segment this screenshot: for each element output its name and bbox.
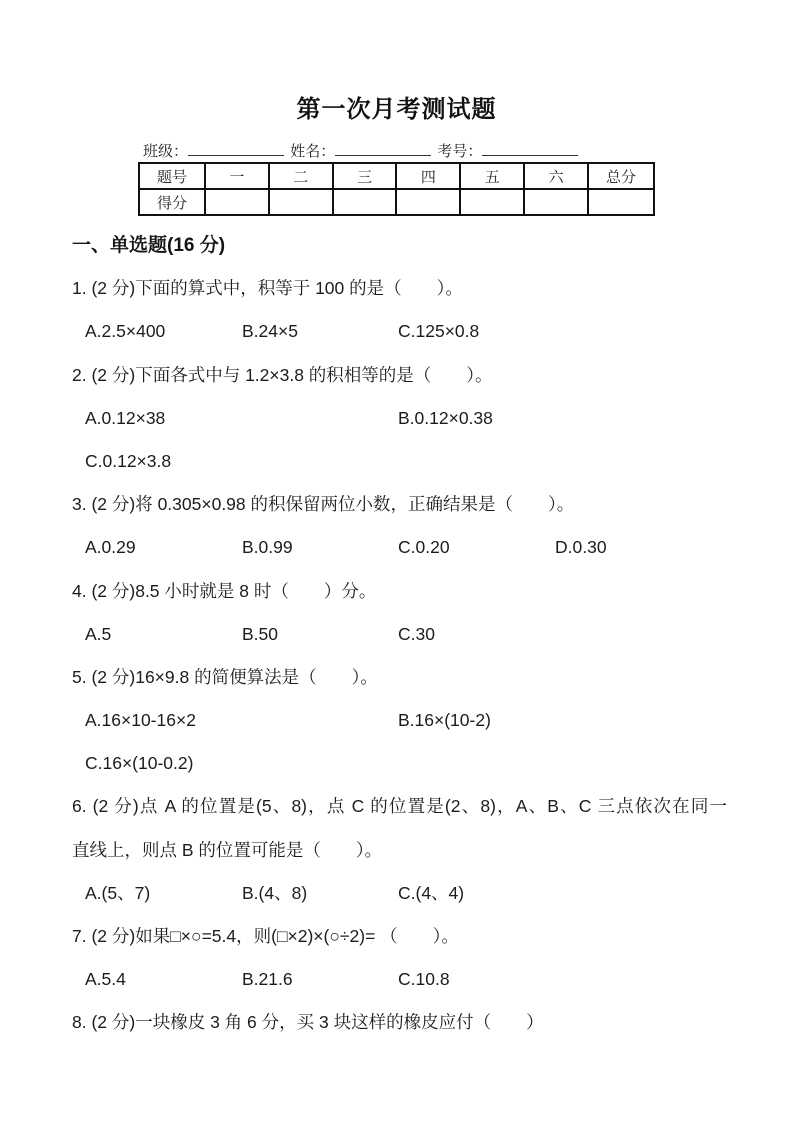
question-5-options-row-1 [72,699,727,742]
question-2-text: 2. (2 分)下面各式中与 1.2×3.8 的积相等的是（ ）。 [72,364,493,385]
question-4-option-b: B.50 [242,623,278,644]
question-3-text: 3. (2 分)将 0.305×0.98 的积保留两位小数，正确结果是（ ）。 [72,494,575,515]
score-table-header-5: 五 [460,163,524,189]
question-1-options [72,310,727,353]
question-4-text: 4. (2 分)8.5 小时就是 8 时（ ）分。 [72,580,377,601]
question-3-option-d: D.0.30 [555,537,607,558]
question-2-option-a: A.0.12×38 [85,407,166,428]
score-cell[interactable] [460,189,524,215]
score-table-header-row [139,163,654,189]
question-5-option-a: A.16×10-16×2 [85,710,196,731]
class-label: 班级： [143,143,189,160]
question-7-text: 7. (2 分)如果□×○=5.4，则(□×2)×(○÷2)= （ ）。 [72,926,459,946]
question-7-option-a: A.5.4 [85,969,126,990]
question-6-text-line-2: 直线上，则点 B 的位置可能是（ ）。 [72,839,383,860]
question-7-option-b: B.21.6 [242,969,293,990]
question-2-options-row-2 [72,440,727,483]
page-title: 第一次月考测试题 [296,96,497,123]
score-row-label: 得分 [139,189,205,215]
question-6-option-a: A.(5、7) [85,882,151,903]
exam-no-blank-field[interactable] [482,138,578,156]
score-cell[interactable] [269,189,333,215]
score-table-header-3: 三 [333,163,397,189]
question-1-option-c: C.125×0.8 [398,321,480,342]
score-cell[interactable] [333,189,397,215]
score-table-header-1: 一 [205,163,269,189]
score-cell[interactable] [396,189,460,215]
question-3-option-a: A.0.29 [85,537,136,558]
question-2-option-b: B.0.12×0.38 [398,407,493,428]
question-2-options-row-1 [72,397,727,440]
question-4-options [72,613,727,656]
questions-section [0,216,793,1045]
class-blank-field[interactable] [188,138,284,156]
score-table-header-total: 总分 [588,163,654,189]
question-5-text: 5. (2 分)16×9.8 的简便算法是（ ）。 [72,666,378,687]
question-5-options-row-2 [72,742,727,785]
score-table-header-4: 四 [396,163,460,189]
score-cell[interactable] [524,189,588,215]
question-7-options [72,958,727,1001]
exam-no-label: 考号： [437,143,483,160]
question-5-option-b: B.16×(10-2) [398,710,491,731]
score-table-header-6: 六 [524,163,588,189]
question-8-text: 8. (2 分)一块橡皮 3 角 6 分，买 3 块这样的橡皮应付（ ） [72,1012,544,1033]
score-cell-total[interactable] [588,189,654,215]
question-1-text: 1. (2 分)下面的算式中，积等于 100 的是（ ）。 [72,278,463,299]
question-4-option-a: A.5 [85,623,112,644]
student-info-line [0,138,793,162]
score-cell[interactable] [205,189,269,215]
question-2-option-c: C.0.12×3.8 [85,450,172,471]
question-3-options [72,526,727,569]
question-6-text-line-1: 6. (2 分)点 A 的位置是(5、8)，点 C 的位置是(2、8)，A、B、C 三点依次在同一 [72,796,727,817]
score-table-header-tihao: 题号 [139,163,205,189]
question-3-option-b: B.0.99 [242,537,293,558]
name-label: 姓名： [290,143,336,160]
question-4-option-c: C.30 [398,623,435,644]
question-7-option-c: C.10.8 [398,969,450,990]
question-1-option-b: B.24×5 [242,321,298,342]
section-heading: 一、单选题(16 分) [72,235,226,256]
score-table-header-2: 二 [269,163,333,189]
score-table [138,162,655,216]
score-table-score-row [139,189,654,215]
name-blank-field[interactable] [335,138,431,156]
question-5-option-c: C.16×(10-0.2) [85,753,194,774]
question-6-option-b: B.(4、8) [242,882,308,903]
question-6-option-c: C.(4、4) [398,882,465,903]
question-1-option-a: A.2.5×400 [85,321,166,342]
question-6-options [72,872,727,915]
question-3-option-c: C.0.20 [398,537,450,558]
